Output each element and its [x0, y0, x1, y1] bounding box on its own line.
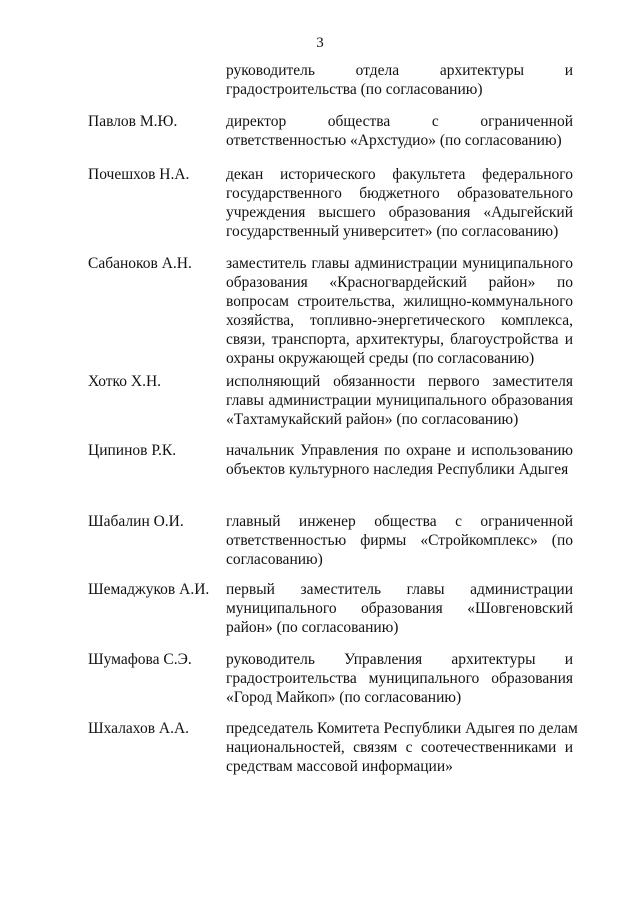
entry-description	[226, 112, 573, 150]
description-line: главы администрации муниципального образования	[226, 392, 573, 409]
description-line: охраны окружающей среды (по согласованию)	[226, 350, 535, 367]
entry-name: Шумафова С.Э.	[88, 651, 192, 668]
description-line: согласованию)	[226, 551, 323, 568]
description-line: главный инженер общества с ограниченной	[226, 513, 573, 530]
entry-name: Ципинов Р.К.	[88, 442, 177, 459]
entry-description	[226, 580, 573, 637]
page-number: 3	[316, 35, 324, 51]
description-line: государственный университет» (по согласованию)	[226, 223, 559, 240]
entry-description	[226, 254, 573, 368]
description-line: директор общества с ограниченной	[226, 113, 573, 130]
description-line: средствам массовой информации»	[226, 758, 453, 775]
entry-description	[226, 650, 573, 707]
entry-name: Почешхов Н.А.	[88, 166, 190, 183]
entry-name: Сабаноков А.Н.	[88, 255, 192, 272]
entry-name: Шемаджуков А.И.	[88, 581, 210, 598]
entry-description	[226, 441, 573, 479]
description-line: руководитель отдела архитектуры и	[226, 62, 573, 79]
entry-description	[226, 165, 573, 241]
description-line: вопросам строительства, жилищно-коммунального	[226, 293, 573, 310]
entry-name: Шхалахов А.А.	[88, 720, 190, 737]
entry-name: Павлов М.Ю.	[88, 113, 178, 130]
description-line: руководитель Управления архитектуры и	[226, 651, 573, 668]
description-line: национальностей, связям с соотечественниками и	[226, 739, 573, 756]
description-line: ответственностью «Архстудио» (по согласованию)	[226, 132, 562, 149]
description-line: ответственностью фирмы «Стройкомплекс» (по	[226, 532, 573, 549]
description-line: учреждения высшего образования «Адыгейский	[226, 204, 573, 221]
description-line: государственного бюджетного образовательного	[226, 185, 573, 202]
description-line: муниципального образования «Шовгеновский	[226, 600, 573, 617]
description-line: председатель Комитета Республики Адыгея по делам	[226, 720, 578, 737]
entry-description	[226, 372, 573, 429]
description-line: начальник Управления по охране и использованию	[226, 442, 573, 459]
description-line: образования «Красногвардейский район» по	[226, 274, 573, 291]
description-line: район» (по согласованию)	[226, 619, 399, 636]
description-line: первый заместитель главы администрации	[226, 581, 573, 598]
description-line: «Тахтамукайский район» (по согласованию)	[226, 411, 519, 428]
description-line: исполняющий обязанности первого заместителя	[226, 373, 573, 390]
description-line: заместитель главы администрации муниципального	[226, 255, 573, 272]
description-line: хозяйства, топливно-энергетического комплекса,	[226, 312, 573, 329]
entry-description	[226, 719, 578, 776]
entry-name: Шабалин О.И.	[88, 513, 184, 530]
description-line: связи, транспорта, архитектуры, благоустройства и	[226, 331, 573, 348]
entry-description	[226, 512, 573, 569]
description-line: объектов культурного наследия Республики Адыгея	[226, 461, 569, 478]
description-line: «Город Майкоп» (по согласованию)	[226, 689, 462, 706]
entry-description	[226, 61, 573, 99]
description-line: градостроительства муниципального образования	[226, 670, 573, 687]
description-line: градостроительства (по согласованию)	[226, 81, 483, 98]
entry-name: Хотко Х.Н.	[88, 373, 162, 390]
description-line: декан исторического факультета федерального	[226, 166, 573, 183]
